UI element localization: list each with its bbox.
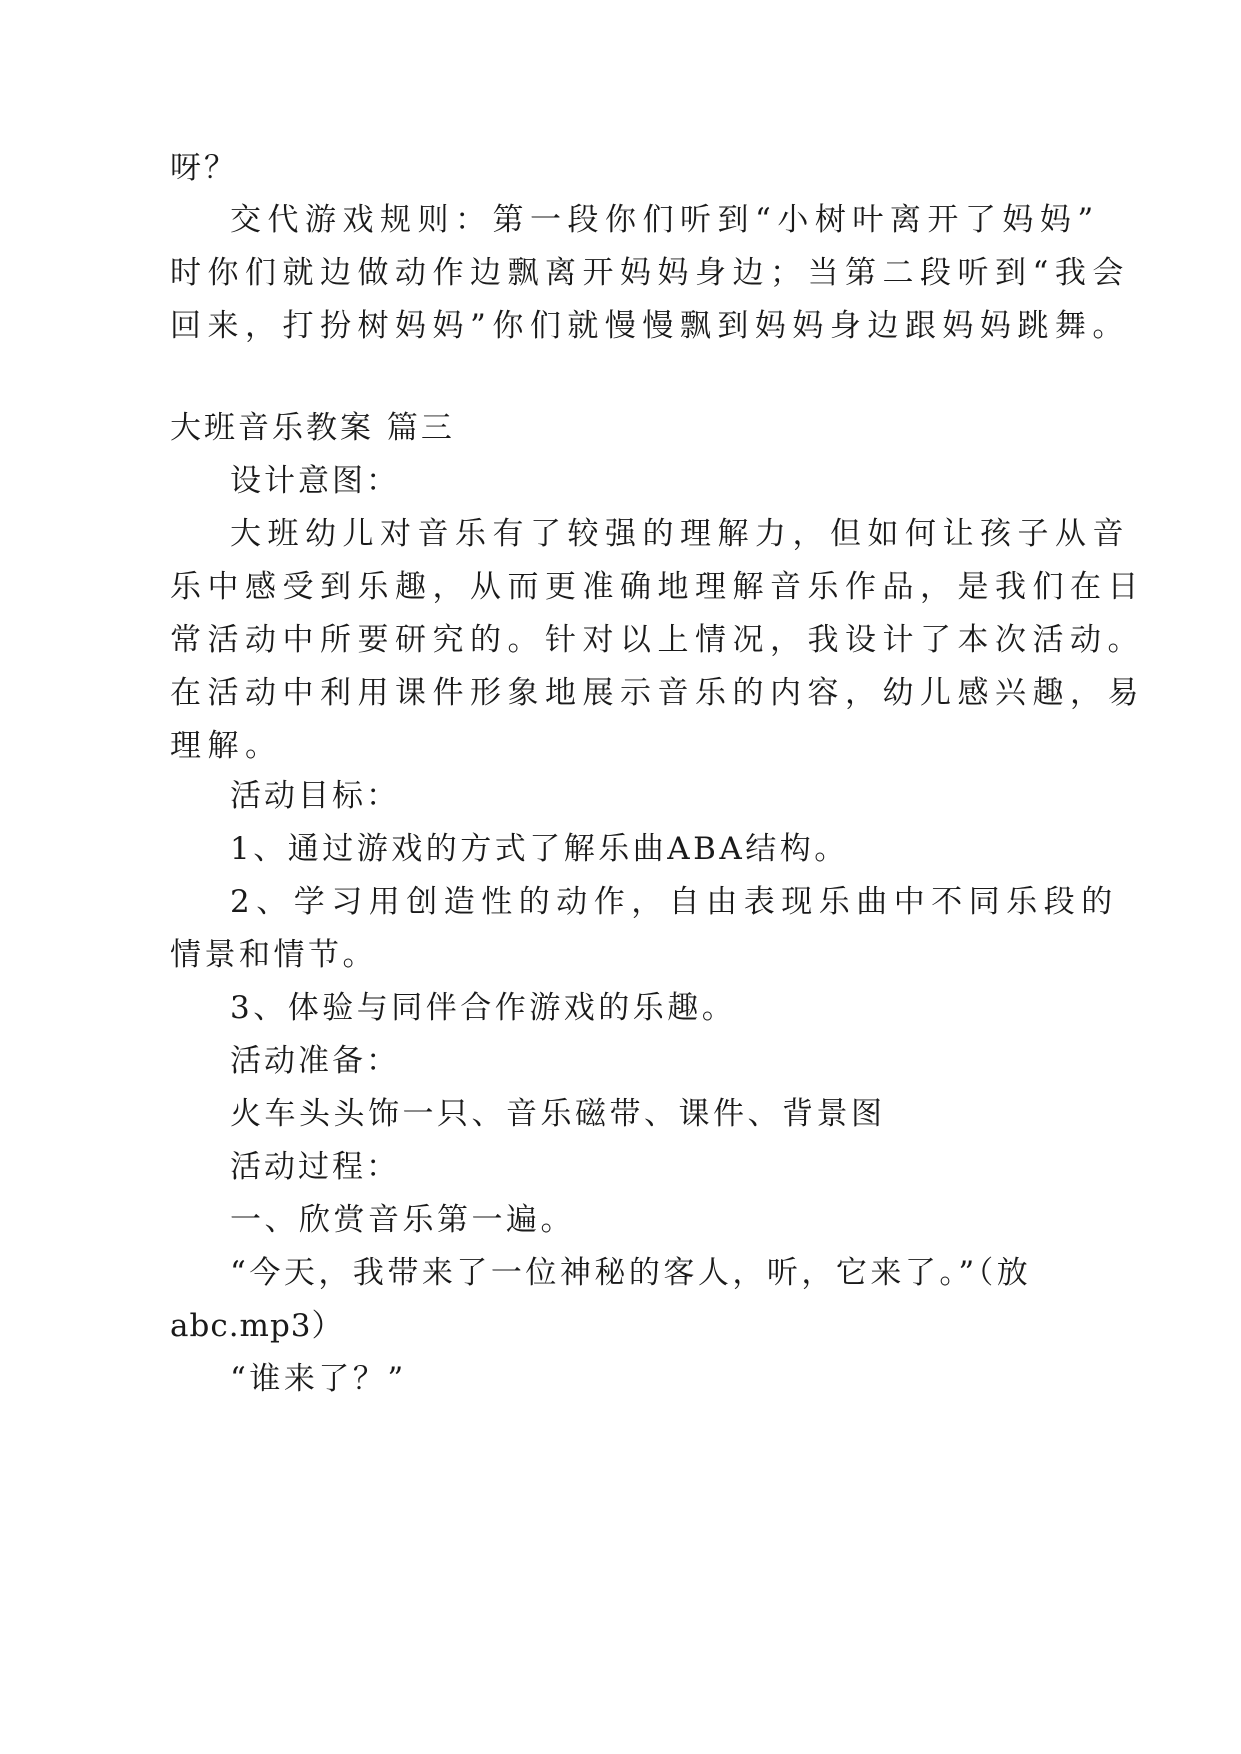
design-line-3: 常活动中所要研究的。针对以上情况，我设计了本次活动。: [170, 622, 1145, 658]
rules-line-3: 回来，打扮树妈妈”你们就慢慢飘到妈妈身边跟妈妈跳舞。: [170, 308, 1130, 344]
goal-1: 1、通过游戏的方式了解乐曲ABA结构。: [230, 831, 849, 867]
prep-heading: 活动准备：: [230, 1043, 400, 1079]
goal-3: 3、体验与同伴合作游戏的乐趣。: [230, 990, 737, 1026]
design-line-1: 大班幼儿对音乐有了较强的理解力，但如何让孩子从音: [230, 516, 1130, 552]
design-heading: 设计意图：: [230, 463, 400, 499]
prep-items: 火车头头饰一只、音乐磁带、课件、背景图: [230, 1096, 886, 1132]
goals-heading: 活动目标：: [230, 778, 400, 814]
design-line-5: 理解。: [170, 728, 283, 764]
rules-line-1: 交代游戏规则：第一段你们听到“小树叶离开了妈妈”: [230, 202, 1100, 238]
step-1: 一、欣赏音乐第一遍。: [230, 1202, 575, 1238]
design-line-2: 乐中感受到乐趣，从而更准确地理解音乐作品，是我们在日: [170, 569, 1145, 605]
section-title: 大班音乐教案 篇三: [170, 410, 455, 446]
continuation-text: 呀？: [170, 150, 238, 186]
quote-1-line-1: “今天，我带来了一位神秘的客人，听，它来了。”（放: [230, 1255, 1032, 1291]
quote-1-line-2: abc.mp3）: [170, 1308, 344, 1344]
goal-2-line-2: 情景和情节。: [170, 937, 377, 973]
goal-2-line-1: 2、学习用创造性的动作，自由表现乐曲中不同乐段的: [230, 884, 1119, 920]
quote-2: “谁来了？”: [230, 1361, 407, 1397]
process-heading: 活动过程：: [230, 1149, 400, 1185]
design-line-4: 在活动中利用课件形象地展示音乐的内容，幼儿感兴趣，易: [170, 675, 1145, 711]
rules-line-2: 时你们就边做动作边飘离开妈妈身边；当第二段听到“我会: [170, 255, 1130, 291]
